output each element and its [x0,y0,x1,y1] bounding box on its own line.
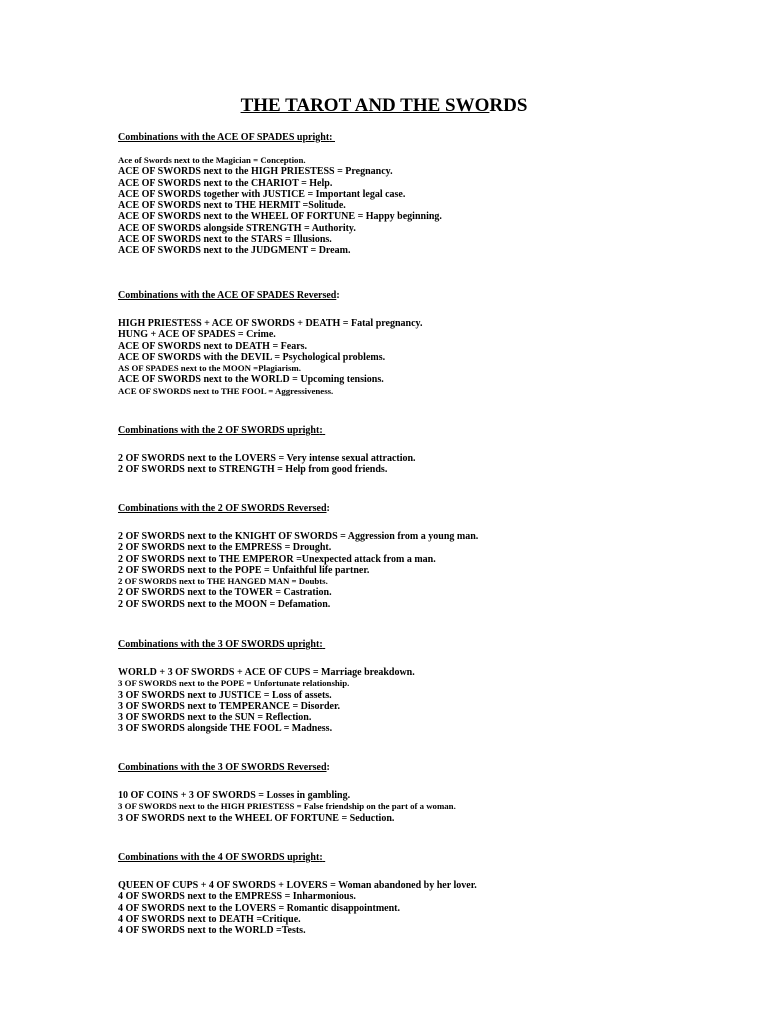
section-3-reversed [118,762,738,824]
entry-line: 2 OF SWORDS next to THE HANGED MAN = Doubts. [118,576,328,587]
entry-line: 2 OF SWORDS next to the MOON = Defamation. [118,598,331,610]
entry-line: 2 OF SWORDS next to STRENGTH = Help from good friends. [118,464,388,476]
section-heading: Combinations with the 3 OF SWORDS Reversed: [118,762,330,773]
entry-line: AS OF SPADES next to the MOON =Plagiarism. [118,363,301,374]
section-heading: Combinations with the 3 OF SWORDS upright: [118,639,323,650]
entry-line: Ace of Swords next to the Magician = Conception. [118,155,306,165]
entry-line: 2 OF SWORDS next to the LOVERS = Very intense sexual attraction. [118,453,416,464]
entry-line: 2 OF SWORDS next to the KNIGHT OF SWORDS = Aggression from a young man. [118,531,479,542]
section-4-upright [118,852,738,936]
entry-line: HUNG + ACE OF SPADES = Crime. [118,329,276,341]
entry-line: 2 OF SWORDS next to the POPE = Unfaithful life partner. [118,564,370,576]
entry-line: ACE OF SWORDS next to the CHARIOT = Help. [118,177,333,189]
entry-line: 2 OF SWORDS next to the TOWER = Castration. [118,587,332,599]
entry-line: 4 OF SWORDS next to the LOVERS = Romantic disappointment. [118,902,401,914]
section-heading: Combinations with the 2 OF SWORDS upright: [118,425,323,436]
entry-line: 3 OF SWORDS next to the WHEEL OF FORTUNE = Seduction. [118,812,395,824]
section-heading: Combinations with the ACE OF SPADES Reversed: [118,290,340,301]
entry-line: 4 OF SWORDS next to the EMPRESS = Inharmonious. [118,891,356,903]
entry-list [118,790,738,824]
section-ace-upright [118,132,738,257]
section-heading: Combinations with the 4 OF SWORDS upright: [118,852,323,863]
section-3-upright [118,639,738,735]
document-title-rest: RDS [489,95,528,116]
entry-line: 3 OF SWORDS alongside THE FOOL = Madness. [118,723,333,735]
entry-line: ACE OF SWORDS next to the WHEEL OF FORTUNE = Happy beginning. [118,211,442,223]
entry-list [118,155,738,257]
entry-line: ACE OF SWORDS next to DEATH = Fears. [118,340,308,352]
entry-line: 4 OF SWORDS next to the WORLD =Tests. [118,925,306,937]
entry-line: ACE OF SWORDS with the DEVIL = Psychological problems. [118,351,386,363]
entry-line: HIGH PRIESTESS + ACE OF SWORDS + DEATH = Fatal pregnancy. [118,318,423,329]
entry-line: QUEEN OF CUPS + 4 OF SWORDS + LOVERS = Woman abandoned by her lover. [118,880,477,891]
entry-line: 3 OF SWORDS next to the POPE = Unfortunate relationship. [118,678,350,689]
entry-line: ACE OF SWORDS next to THE HERMIT =Solitude. [118,200,346,212]
entry-line: ACE OF SWORDS next to the WORLD = Upcoming tensions. [118,374,384,386]
document-title-underlined: THE TAROT AND THE SWO [240,95,490,116]
entry-list [118,453,738,476]
entry-line: 3 OF SWORDS next to TEMPERANCE = Disorder. [118,700,341,712]
entry-line: 3 OF SWORDS next to JUSTICE = Loss of assets. [118,689,332,701]
section-heading: Combinations with the ACE OF SPADES upright: [118,132,333,143]
entry-list [118,531,738,610]
entry-line: ACE OF SWORDS next to the STARS = Illusions. [118,234,332,246]
entry-line: 10 OF COINS + 3 OF SWORDS = Losses in gambling. [118,790,351,801]
section-heading: Combinations with the 2 OF SWORDS Reversed: [118,503,330,514]
entry-line: ACE OF SWORDS next to the HIGH PRIESTESS = Pregnancy. [118,166,393,178]
entry-line: ACE OF SWORDS next to the JUDGMENT = Dream. [118,245,351,257]
entry-line: ACE OF SWORDS next to THE FOOL = Aggressiveness. [118,385,334,396]
section-ace-reversed [118,290,738,397]
document-title [0,94,768,118]
entry-line: 4 OF SWORDS next to DEATH =Critique. [118,913,301,925]
entry-line: ACE OF SWORDS together with JUSTICE = Important legal case. [118,188,406,200]
entry-list [118,667,738,735]
section-2-reversed [118,503,738,610]
entry-list [118,318,738,397]
entry-line: 3 OF SWORDS next to the HIGH PRIESTESS = False friendship on the part of a woman. [118,801,456,812]
entry-line: WORLD + 3 OF SWORDS + ACE OF CUPS = Marriage breakdown. [118,667,415,678]
entry-line: ACE OF SWORDS alongside STRENGTH = Authority. [118,222,356,234]
section-2-upright [118,425,738,476]
entry-line: 2 OF SWORDS next to THE EMPEROR =Unexpected attack from a man. [118,553,436,565]
entry-line: 3 OF SWORDS next to the SUN = Reflection. [118,712,312,724]
entry-line: 2 OF SWORDS next to the EMPRESS = Drought. [118,542,332,554]
entry-list [118,880,738,936]
